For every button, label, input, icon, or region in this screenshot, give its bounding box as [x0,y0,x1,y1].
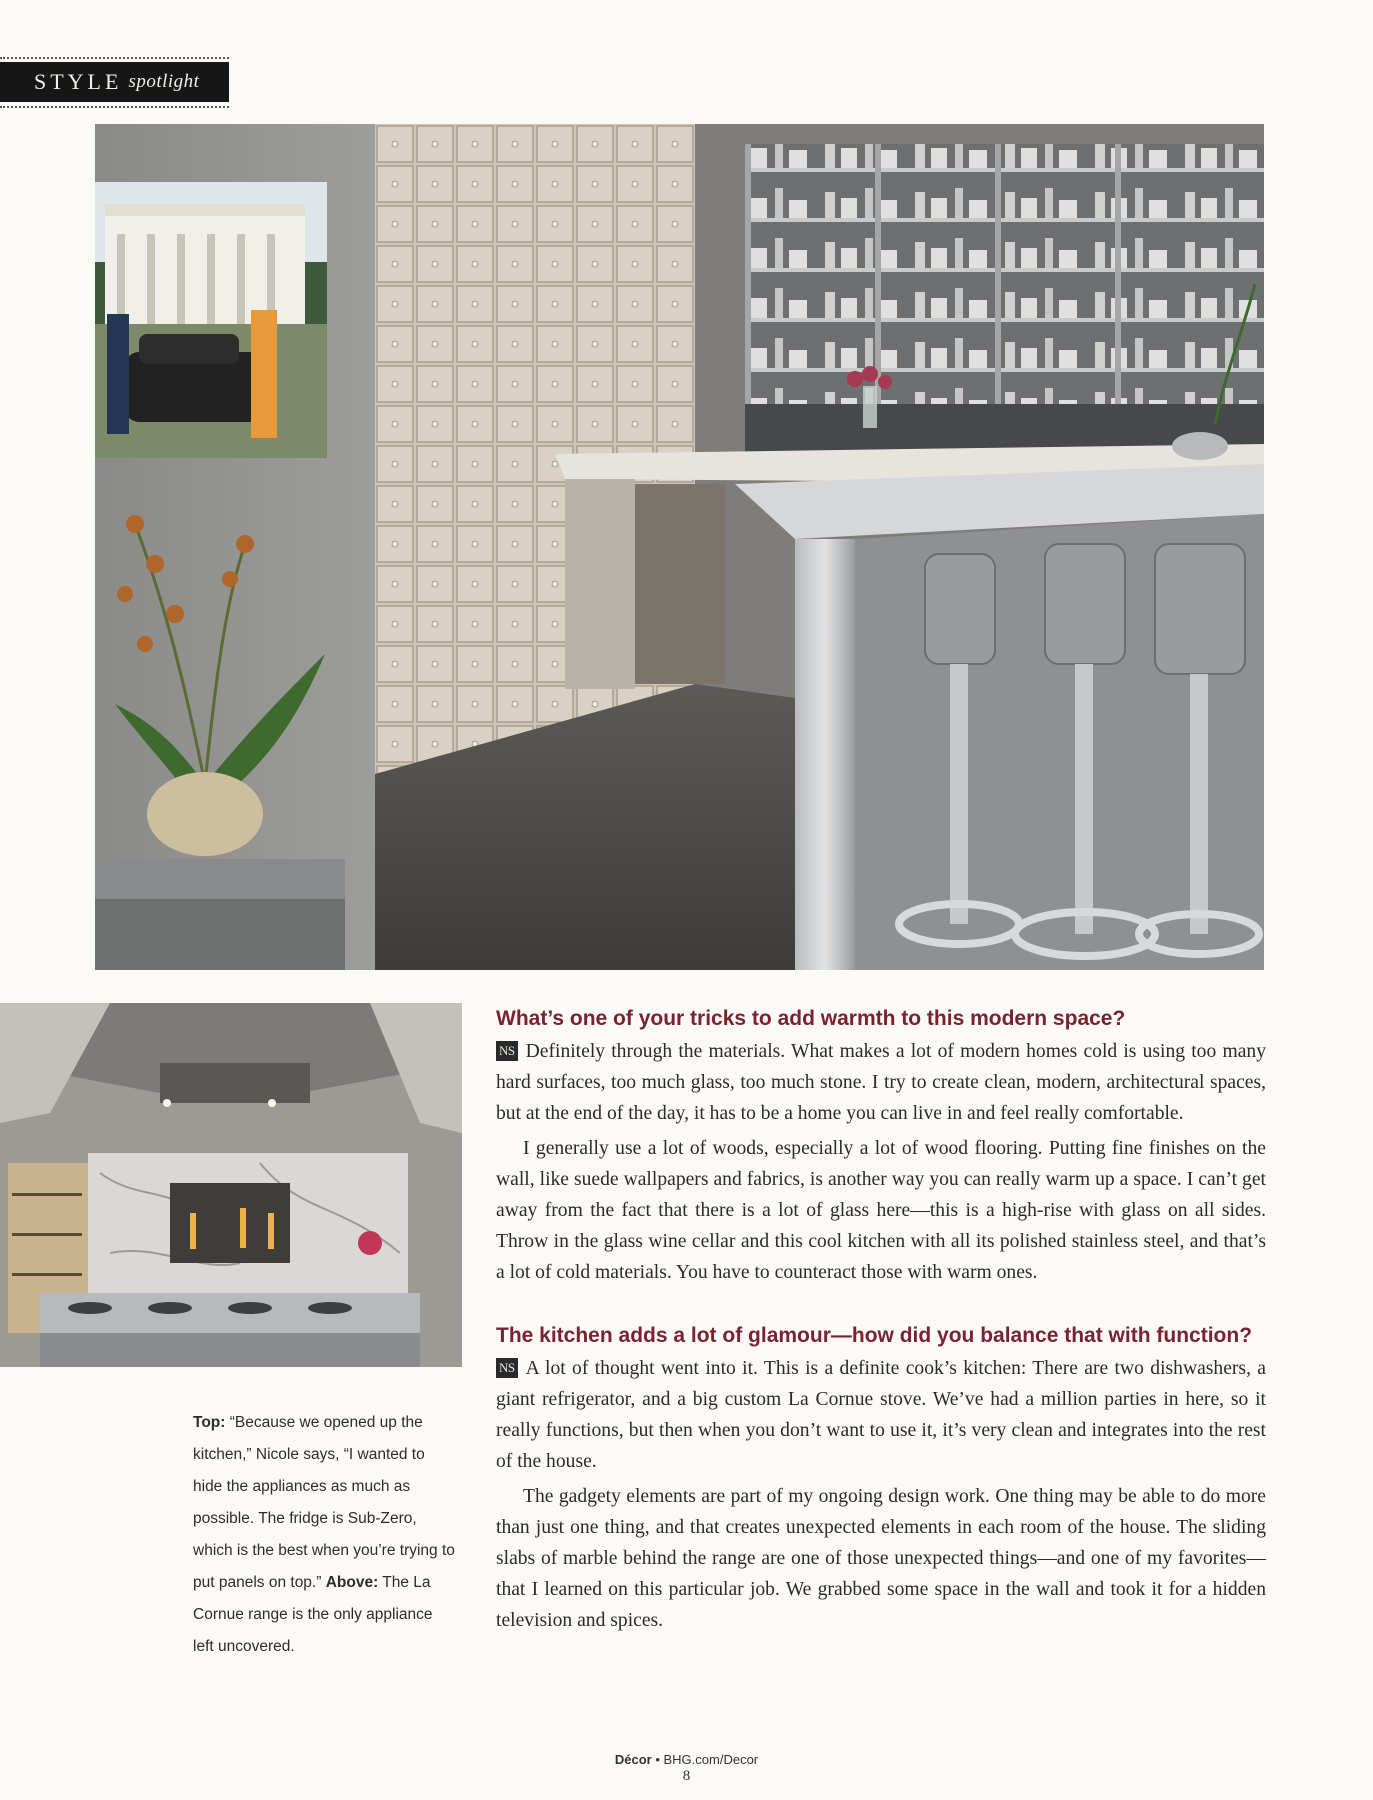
answer-1-paragraph-1 [496,1036,1266,1129]
header-dots-top [0,57,229,59]
caption-above-label: Above: [325,1574,379,1591]
section-tag [0,62,229,102]
question-1: What’s one of your tricks to add warmth to this modern space? [496,1007,1126,1030]
caption-top-text: “Because we opened up the kitchen,” Nicole says, “I wanted to hide the appliances as much as possible. The fridge is Sub-Zero, which is the best when you’re trying to put panels on top.” [193,1414,455,1591]
answer-1-text-1: Definitely through the materials. What makes a lot of modern homes cold is using too many hard surfaces, too much glass, too much stone. I try to create clean, modern, architectural spaces, but at the end of the day, it has to be a home you can live in and feel really comfortable. [496,1041,1266,1124]
range-photo [0,1003,462,1367]
interview-article [496,1005,1266,1636]
footer-site: BHG.com/Decor [663,1752,759,1767]
section-tag-word: STYLE [34,69,123,94]
initials-badge: NS [496,1041,518,1061]
caption-top-label: Top: [193,1414,226,1431]
photo-caption [193,1407,455,1663]
question-2: The kitchen adds a lot of glamour—how did you balance that with function? [496,1324,1253,1347]
section-tag-sub: spotlight [128,71,200,92]
answer-1-paragraph-2: I generally use a lot of woods, especially a lot of wood flooring. Putting fine finishes on the wall, like suede wallpapers and fabrics, is another way you can really warm up a space. I can’t get away from the fact that there is a lot of glass here—this is a high-rise with glass on all sides. Throw in the glass wine cellar and this cool kitchen with all its polished stainless steel, and that’s a lot of cold materials. You have to counteract those with warm ones. [496,1138,1266,1283]
answer-2-paragraph-1 [496,1353,1266,1477]
answer-2-text-1: A lot of thought went into it. This is a definite cook’s kitchen: There are two dishwashers, a giant refrigerator, and a big custom La Cornue stove. We’ve had a million parties in here, so it really functions, but then when you don’t want to use it, it’s very clean and integrates into the rest of the house. [496,1358,1266,1472]
footer-brand: Décor [614,1752,652,1767]
caption-above-text: The La Cornue range is the only appliance left uncovered. [193,1574,433,1655]
page-number: 8 [682,1768,691,1784]
answer-2-paragraph-2: The gadgety elements are part of my ongoing design work. One thing may be able to do more than just one thing, and that creates unexpected elements in each room of the house. The sliding slabs of marble behind the range are one of those unexpected things—and one of my favorites—that I learned on this particular job. We grabbed some space in the wall and took it for a hidden television and spices. [496,1486,1266,1631]
kitchen-main-photo [95,124,1264,970]
header-dots-bottom [0,106,229,108]
initials-badge: NS [496,1358,518,1378]
page-footer: Décor • BHG.com/Decor 8 [0,1752,1373,1784]
